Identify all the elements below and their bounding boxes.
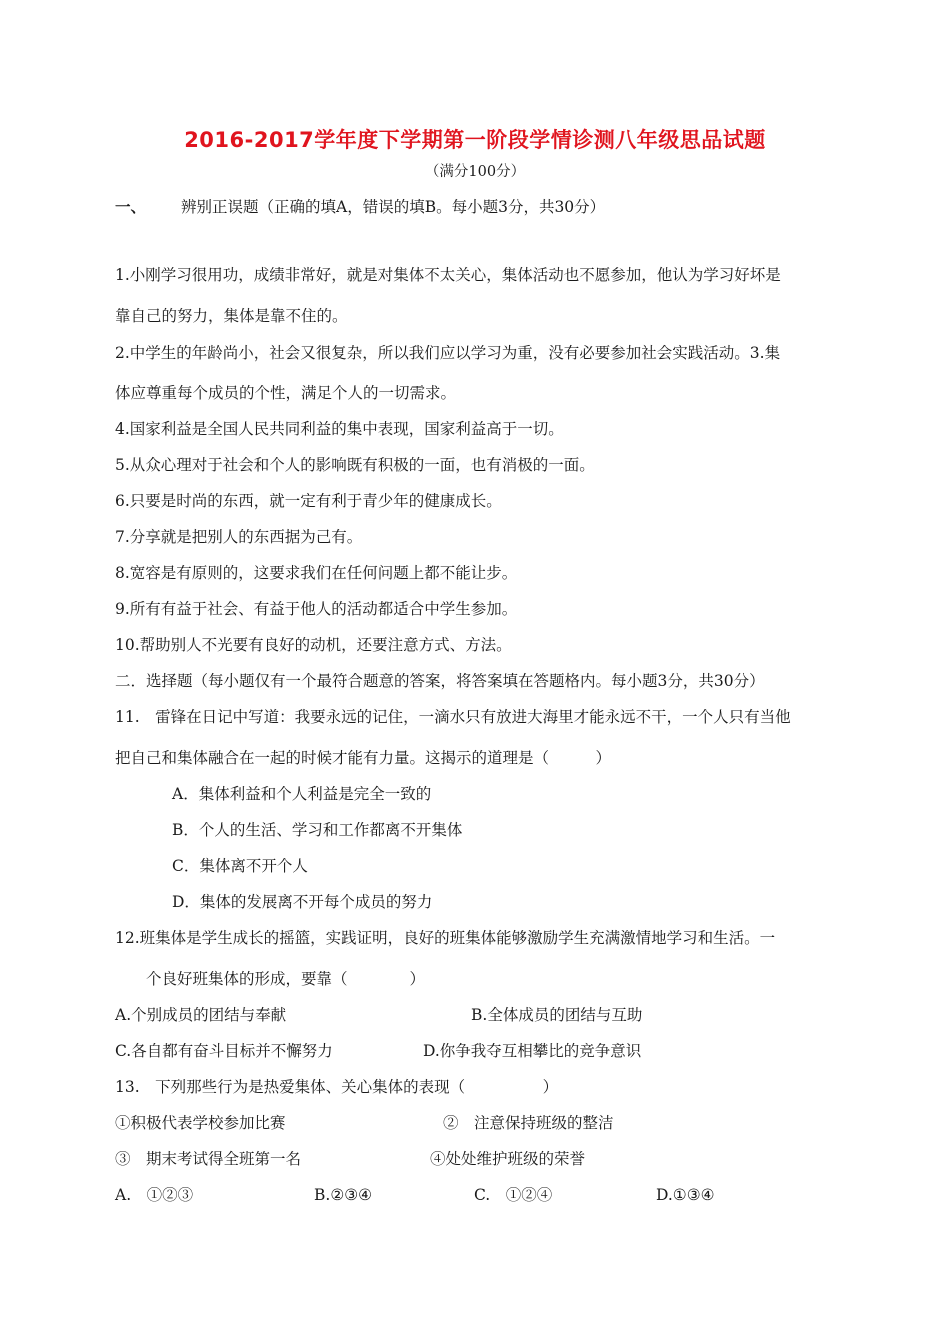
question-6: 6.只要是时尚的东西，就一定有利于青少年的健康成长。 [115, 492, 502, 510]
question-11-line-1: 11. 雷锋在日记中写道：我要永远的记住，一滴水只有放进大海里才能永远不干，一个人只有当他 [115, 708, 791, 726]
question-1-line-2: 靠自己的努力，集体是靠不住的。 [115, 307, 348, 325]
question-11-option-c: C．集体离不开个人 [172, 857, 308, 875]
question-13-item-1: ①积极代表学校参加比赛 [115, 1114, 286, 1132]
question-13-option-d: D.①③④ [656, 1186, 715, 1204]
page-title: 2016-2017学年度下学期第一阶段学情诊测八年级思品试题 [184, 128, 766, 152]
question-9: 9.所有有益于社会、有益于他人的活动都适合中学生参加。 [115, 600, 518, 618]
question-13-stem: 13. 下列那些行为是热爱集体、关心集体的表现（ ） [115, 1078, 559, 1096]
section-one-number: 一、 [115, 197, 147, 216]
question-11-option-b: B．个人的生活、学习和工作都离不开集体 [172, 821, 463, 839]
section-two-heading: 二．选择题（每小题仅有一个最符合题意的答案，将答案填在答题格内。每小题3分，共30分） [115, 672, 765, 690]
question-5: 5.从众心理对于社会和个人的影响既有积极的一面，也有消极的一面。 [115, 456, 595, 474]
question-13-option-a: A. ①②③ [115, 1186, 194, 1204]
question-12-line-1: 12.班集体是学生成长的摇篮，实践证明，良好的班集体能够激励学生充满激情地学习和生活。一 [115, 929, 776, 947]
question-10: 10.帮助别人不光要有良好的动机，还要注意方式、方法。 [115, 636, 512, 654]
question-12-option-d: D.你争我夺互相攀比的竞争意识 [423, 1042, 642, 1060]
question-13-item-3: ③ 期末考试得全班第一名 [115, 1150, 302, 1168]
question-13-item-2: ② 注意保持班级的整洁 [443, 1114, 614, 1132]
question-11-line-2: 把自己和集体融合在一起的时候才能有力量。这揭示的道理是（ ） [115, 749, 612, 767]
question-2-line-1: 2.中学生的年龄尚小，社会又很复杂，所以我们应以学习为重，没有必要参加社会实践活动。3.集 [115, 344, 781, 362]
question-13-item-4: ④处处维护班级的荣誉 [430, 1150, 586, 1168]
question-8: 8.宽容是有原则的，这要求我们在任何问题上都不能让步。 [115, 564, 518, 582]
question-4: 4.国家利益是全国人民共同利益的集中表现，国家利益高于一切。 [115, 420, 564, 438]
question-12-option-b: B.全体成员的团结与互助 [471, 1006, 643, 1024]
question-3-line: 体应尊重每个成员的个性，满足个人的一切需求。 [115, 384, 457, 402]
question-13-option-c: C. ①②④ [474, 1186, 553, 1204]
question-11-option-a: A．集体利益和个人利益是完全一致的 [172, 785, 432, 803]
section-one-heading: 辨别正误题（正确的填A，错误的填B。每小题3分，共30分） [181, 198, 606, 216]
question-7: 7.分享就是把别人的东西据为己有。 [115, 528, 363, 546]
full-score-note: （满分100分） [424, 164, 526, 180]
question-1-line-1: 1.小刚学习很用功，成绩非常好，就是对集体不太关心，集体活动也不愿参加，他认为学习好坏是 [115, 266, 781, 284]
question-13-option-b: B.②③④ [314, 1186, 373, 1204]
question-11-option-d: D．集体的发展离不开每个成员的努力 [172, 893, 433, 911]
question-12-option-a: A.个别成员的团结与奉献 [115, 1006, 287, 1024]
question-12-option-c: C.各自都有奋斗目标并不懈努力 [115, 1042, 333, 1060]
question-12-line-2: 个良好班集体的形成，要靠（ ） [146, 970, 426, 988]
